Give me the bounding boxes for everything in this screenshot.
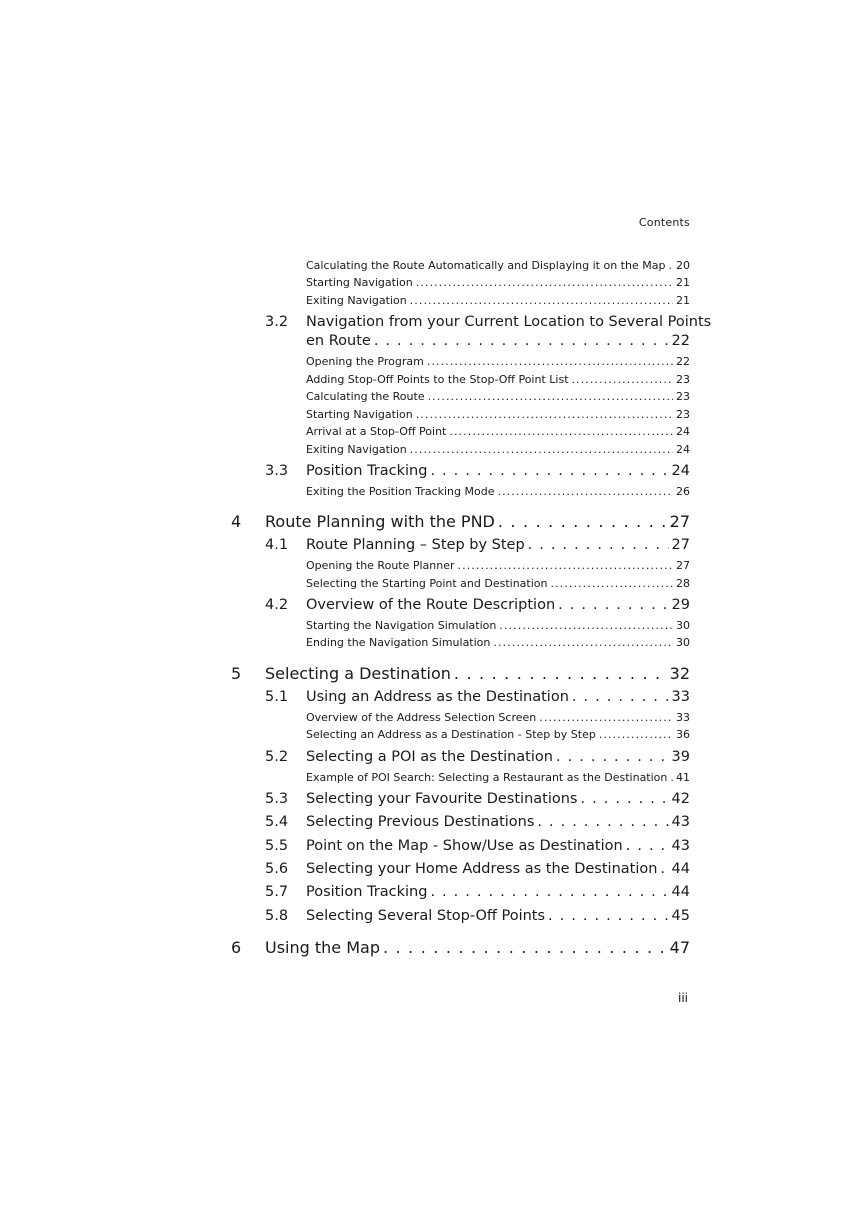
page-ref: 30 — [676, 636, 690, 649]
section-number: 4.2 — [265, 597, 289, 613]
dot-leader — [427, 355, 673, 368]
toc-entry[interactable] — [306, 559, 690, 572]
toc-entry[interactable] — [265, 749, 690, 765]
entry-title: Exiting Navigation — [306, 443, 407, 456]
dot-leader — [539, 711, 673, 724]
entry-title: Navigation from your Current Location to Several Points — [306, 314, 712, 330]
toc-entry[interactable] — [231, 512, 690, 531]
dot-leader — [416, 408, 673, 421]
entry-title: Example of POI Search: Selecting a Restaurant as the Destination — [306, 771, 668, 784]
toc-entry[interactable] — [306, 408, 690, 421]
section-number: 3.3 — [265, 463, 289, 479]
entry-title: Exiting the Position Tracking Mode — [306, 485, 495, 498]
toc-entry[interactable] — [306, 771, 690, 784]
page-ref: 44 — [671, 884, 690, 900]
entry-title: Overview of the Route Description — [306, 597, 556, 613]
toc-entry[interactable] — [265, 689, 690, 705]
dot-leader — [416, 276, 673, 289]
page-ref: 30 — [676, 619, 690, 632]
entry-title: Opening the Program — [306, 355, 424, 368]
page-ref: 33 — [676, 711, 690, 724]
toc-entry[interactable] — [306, 355, 690, 368]
entry-title: Ending the Navigation Simulation — [306, 636, 491, 649]
entry-title: Selecting Previous Destinations — [306, 814, 535, 830]
entry-title: Overview of the Address Selection Screen — [306, 711, 537, 724]
toc-entry[interactable] — [265, 814, 690, 830]
dot-leader — [498, 512, 667, 531]
entry-title: Selecting your Favourite Destinations — [306, 791, 578, 807]
section-number: 5.8 — [265, 908, 289, 924]
page-ref: 32 — [669, 664, 690, 683]
entry-title: Opening the Route Planner — [306, 559, 455, 572]
section-number: 5.2 — [265, 749, 289, 765]
entry-title: Selecting your Home Address as the Destination — [306, 861, 658, 877]
section-number: 5.6 — [265, 861, 289, 877]
entry-title: Exiting Navigation — [306, 294, 407, 307]
page-ref: 23 — [676, 390, 690, 403]
toc-entry[interactable] — [306, 577, 690, 590]
page-ref: 43 — [671, 814, 690, 830]
toc-entry[interactable] — [306, 636, 690, 649]
page-ref: 24 — [676, 425, 690, 438]
dot-leader — [374, 333, 669, 349]
dot-leader — [383, 938, 667, 957]
dot-leader — [626, 838, 669, 854]
entry-title: Calculating the Route — [306, 390, 425, 403]
page-ref: 22 — [676, 355, 690, 368]
page-ref: 41 — [676, 771, 690, 784]
page-ref: 28 — [676, 577, 690, 590]
page-ref: 22 — [671, 333, 690, 349]
page-ref: 44 — [671, 861, 690, 877]
page-ref: 24 — [671, 463, 690, 479]
page-ref: 33 — [671, 689, 690, 705]
page-ref: 20 — [676, 259, 690, 272]
toc-entry[interactable] — [265, 463, 690, 479]
dot-leader — [580, 791, 668, 807]
dot-leader — [528, 537, 669, 553]
toc-entry[interactable] — [306, 728, 690, 741]
section-number: 5.5 — [265, 838, 289, 854]
page-ref: 24 — [676, 443, 690, 456]
page-ref: 43 — [671, 838, 690, 854]
dot-leader — [454, 664, 667, 683]
toc-entry[interactable] — [265, 884, 690, 900]
toc-entry[interactable] — [265, 838, 690, 854]
dot-leader — [556, 749, 669, 765]
entry-title: Selecting a Destination — [265, 664, 451, 683]
dot-leader — [660, 861, 668, 877]
dot-leader — [410, 443, 673, 456]
dot-leader — [572, 373, 673, 386]
toc-entry[interactable] — [265, 597, 690, 613]
toc-entry[interactable] — [306, 259, 690, 272]
entry-title: Route Planning – Step by Step — [306, 537, 525, 553]
page-ref: 47 — [669, 938, 690, 957]
toc-entry[interactable] — [306, 276, 690, 289]
toc-entry[interactable] — [306, 425, 690, 438]
toc-entry[interactable] — [306, 333, 690, 349]
page-ref: 21 — [676, 276, 690, 289]
page-ref: 29 — [671, 597, 690, 613]
entry-title: Using an Address as the Destination — [306, 689, 569, 705]
running-header: Contents — [638, 216, 690, 229]
entry-title: Adding Stop-Off Points to the Stop-Off Point List — [306, 373, 569, 386]
page-ref: 27 — [676, 559, 690, 572]
entry-title: Point on the Map - Show/Use as Destination — [306, 838, 623, 854]
entry-title: Position Tracking — [306, 463, 428, 479]
dot-leader — [430, 463, 668, 479]
page-ref: 21 — [676, 294, 690, 307]
page-number: iii — [677, 991, 688, 1005]
dot-leader — [430, 884, 668, 900]
page-ref: 39 — [671, 749, 690, 765]
page-ref: 27 — [669, 512, 690, 531]
page-ref: 42 — [671, 791, 690, 807]
dot-leader — [548, 908, 669, 924]
dot-leader — [458, 559, 673, 572]
section-number: 5.3 — [265, 791, 289, 807]
toc-entry[interactable] — [265, 791, 690, 807]
page-ref: 23 — [676, 408, 690, 421]
section-number: 4 — [231, 512, 242, 531]
entry-title: Starting Navigation — [306, 276, 413, 289]
entry-title: Position Tracking — [306, 884, 428, 900]
dot-leader — [537, 814, 668, 830]
page-ref: 36 — [676, 728, 690, 741]
dot-leader — [449, 425, 673, 438]
entry-title: Arrival at a Stop-Off Point — [306, 425, 447, 438]
toc-entry[interactable] — [265, 908, 690, 924]
section-number: 4.1 — [265, 537, 289, 553]
toc-entry[interactable] — [265, 314, 712, 330]
entry-title: Selecting the Starting Point and Destination — [306, 577, 548, 590]
dot-leader — [558, 597, 668, 613]
dot-leader — [668, 259, 673, 272]
section-number: 5.1 — [265, 689, 289, 705]
entry-title: Calculating the Route Automatically and Displaying it on the Map — [306, 259, 666, 272]
toc-entry[interactable] — [306, 390, 690, 403]
toc-entry[interactable] — [231, 664, 690, 683]
section-number: 5.4 — [265, 814, 289, 830]
page-ref: 26 — [676, 485, 690, 498]
toc-entry[interactable] — [265, 861, 690, 877]
dot-leader — [497, 485, 673, 498]
entry-title: Selecting Several Stop-Off Points — [306, 908, 546, 924]
page-ref: 45 — [671, 908, 690, 924]
entry-title: Route Planning with the PND — [265, 512, 495, 531]
toc-entry[interactable] — [306, 619, 690, 632]
toc-entry[interactable] — [231, 938, 690, 957]
dot-leader — [410, 294, 673, 307]
entry-title: Starting Navigation — [306, 408, 413, 421]
toc-entry[interactable] — [306, 443, 690, 456]
dot-leader — [428, 390, 673, 403]
toc-entry[interactable] — [306, 373, 690, 386]
dot-leader — [572, 689, 669, 705]
toc-entry[interactable] — [306, 294, 690, 307]
entry-title: Starting the Navigation Simulation — [306, 619, 497, 632]
dot-leader — [499, 619, 673, 632]
page-ref: 27 — [671, 537, 690, 553]
section-number: 3.2 — [265, 314, 289, 330]
entry-title: Selecting a POI as the Destination — [306, 749, 553, 765]
dot-leader — [670, 771, 673, 784]
toc-entry[interactable] — [265, 537, 690, 553]
page-ref: 23 — [676, 373, 690, 386]
dot-leader — [599, 728, 673, 741]
toc-entry[interactable] — [306, 485, 690, 498]
toc-entry[interactable] — [306, 711, 690, 724]
dot-leader — [493, 636, 673, 649]
dot-leader — [551, 577, 674, 590]
section-number: 5 — [231, 664, 242, 683]
entry-title: en Route — [306, 333, 371, 349]
entry-title: Using the Map — [265, 938, 380, 957]
entry-title: Selecting an Address as a Destination - Step by Step — [306, 728, 596, 741]
section-number: 6 — [231, 938, 242, 957]
section-number: 5.7 — [265, 884, 289, 900]
